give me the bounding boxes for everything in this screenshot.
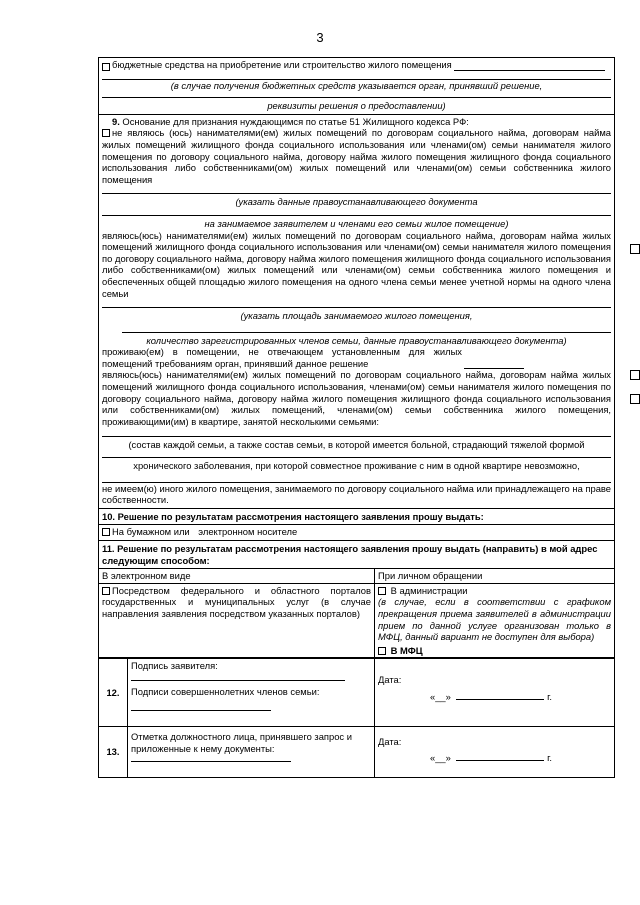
option-1-checkbox[interactable] xyxy=(102,129,110,137)
section-9-number: 9. xyxy=(112,115,120,127)
page-number: 3 xyxy=(316,30,324,45)
date-field[interactable] xyxy=(456,690,544,700)
delivery-table xyxy=(99,569,614,658)
row-12-number: 12. xyxy=(99,659,128,727)
official-signature-field[interactable] xyxy=(131,755,291,762)
option-4-hint-2: хронического заболевания, при которой совместное проживание с ним в одной квартире невозможно, xyxy=(133,460,580,472)
edge-checkbox xyxy=(630,244,640,254)
row-13-date xyxy=(375,727,615,777)
mfc-label: В МФЦ xyxy=(390,644,423,656)
mfc-checkbox[interactable] xyxy=(378,647,386,655)
portal-text: Посредством федерального и областного порталов государственных и муниципальных услуг (в случае направления заявления посредством указанных порталов) xyxy=(102,584,371,619)
administration-label: В администрации xyxy=(390,584,468,596)
budget-hint-1: (в случае получения бюджетных средств указывается орган, принявший решение, xyxy=(170,79,543,91)
paper-label: На бумажном или xyxy=(112,526,190,538)
option-4-hint-1: (состав каждой семьи, а также состав семьи, в которой имеется больной, страдающий тяжелой формой xyxy=(128,439,585,451)
family-signature-label: Подписи совершеннолетних членов семьи: xyxy=(131,685,320,697)
edge-checkbox xyxy=(630,394,640,404)
option-4: являюсь(юсь) нанимателями(ем) жилых помещений по договорам социального найма, договорам найма жилых помещений жилищного фонда социального использования, членами(ом) семьи нанимателя жилого помещения по договору социального найма, договору найма жилого помещения жилищного фонда социального использования или собственниками(ом) жилых помещений, членами(ом) семьи собственника жилого помещения, проживающими(им) в квартире, занятой несколькими семьями: xyxy=(102,369,611,427)
year-suffix: г. xyxy=(547,751,552,763)
row-13-official xyxy=(128,727,375,777)
applicant-signature-label: Подпись заявителя: xyxy=(131,660,218,672)
date-label: Дата: xyxy=(378,736,402,748)
option-1-field[interactable] xyxy=(102,185,611,194)
option-1-text: не являюсь (юсь) нанимателями(ем) жилых помещений по договорам социального найма, договорам найма жилых помещений жилищного фонда социального использования или членами(ом) семьи нанимателя жилого помещения по договору социального найма, договору найма жилого помещения жилищного фонда социального использования либо собственниками(ом) жилых помещений или членами(ом) семьи собственника жилого помещения xyxy=(102,127,611,185)
family-signature-field[interactable] xyxy=(131,698,271,711)
option-2-hint-2: количество зарегистрированных членов семьи, данные правоустанавливающего документа) xyxy=(146,334,567,346)
paper-checkbox[interactable] xyxy=(102,528,110,536)
option-1-hint-2: на занимаемое заявителем и членами его семьи жилое помещение) xyxy=(204,217,509,229)
date-day-field[interactable]: «__» xyxy=(430,690,451,702)
administration-checkbox[interactable] xyxy=(378,587,386,595)
section-10-options xyxy=(99,525,614,541)
option-2-field[interactable] xyxy=(102,299,611,308)
option-3-field[interactable] xyxy=(464,359,524,369)
section-11-title: 11. Решение по результатам рассмотрения настоящего заявления прошу выдать (направить) в мой адрес следующим способом: xyxy=(99,541,614,569)
budget-field[interactable] xyxy=(454,61,605,71)
budget-section xyxy=(99,58,614,115)
date-day-field[interactable]: «__» xyxy=(430,751,451,763)
budget-label: бюджетные средства на приобретение или строительство жилого помещения xyxy=(112,59,452,70)
administration-hint: (в случае, если в соответствии с графиком прекращения приема заявителей в администрации прием по данной услуге организован только в МФЦ, данный вариант не доступен для выбора) xyxy=(378,596,611,643)
year-suffix: г. xyxy=(547,690,552,702)
date-field[interactable] xyxy=(456,751,544,761)
applicant-signature-field[interactable] xyxy=(131,672,345,681)
section-10-title: 10. Решение по результатам рассмотрения настоящего заявления прошу выдать: xyxy=(99,509,614,526)
option-5: не имеем(ю) иного жилого помещения, занимаемого по договору социального найма или принадлежащего на праве собственности. xyxy=(102,482,611,506)
administration-option xyxy=(375,583,615,658)
row-12-signatures xyxy=(128,659,375,727)
edge-checkbox xyxy=(630,370,640,380)
option-1-hint-1: (указать данные правоустанавливающего документа xyxy=(235,196,478,208)
section-9-title: Основание для признания нуждающимся по статье 51 Жилищного кодекса РФ: xyxy=(119,115,469,127)
signature-table xyxy=(99,658,614,777)
option-3: проживаю(ем) в помещении, не отвечающем установленным для жилых помещений требованиям орган, принявший данное решение xyxy=(102,346,462,369)
row-13-number: 13. xyxy=(99,727,128,777)
official-label: Отметка должностного лица, принявшего запрос и приложенные к нему документы: xyxy=(131,731,352,754)
section-9 xyxy=(99,115,614,509)
budget-checkbox[interactable] xyxy=(102,63,110,71)
portal-option xyxy=(99,583,375,658)
budget-hint-2: реквизиты решения о предоставлении) xyxy=(267,100,446,112)
option-4-field[interactable] xyxy=(102,427,611,437)
application-form xyxy=(98,57,615,778)
portal-checkbox[interactable] xyxy=(102,587,110,595)
option-1 xyxy=(102,127,611,185)
date-label: Дата: xyxy=(378,674,402,686)
electronic-label: электронном носителе xyxy=(198,526,298,538)
col-personal-header: При личном обращении xyxy=(375,569,615,583)
row-12-date xyxy=(375,659,615,727)
option-2-hint-1: (указать площадь занимаемого жилого помещения, xyxy=(240,310,473,322)
col-electronic-header: В электронном виде xyxy=(99,569,375,583)
option-2: являюсь(юсь) нанимателями(ем) жилых помещений по договорам социального найма, договорам найма жилых помещений жилищного фонда социального использования или членами(ом) семьи нанимателя жилого помещения по договору социального найма, договору найма жилого помещения жилищного фонда социального использования либо собственниками(ом) жилых помещений или членами(ом) семьи собственника жилого помещения и обеспеченных общей площадью жилого помещения на одного члена семьи менее учетной нормы на одного члена семьи xyxy=(102,229,611,299)
